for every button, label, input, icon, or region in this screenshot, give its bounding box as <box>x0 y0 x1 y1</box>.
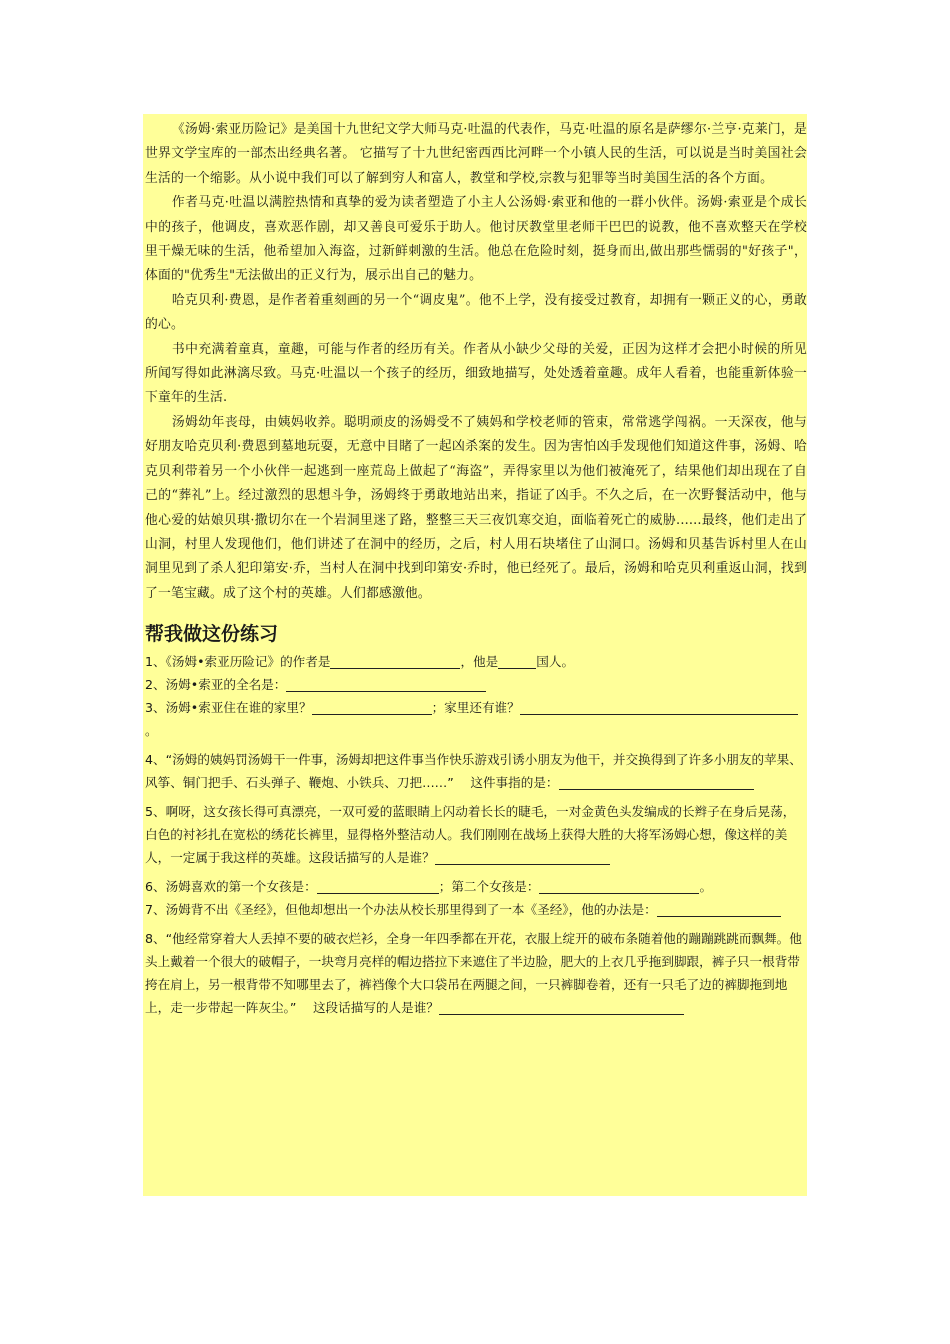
answer-blank-girl-cont[interactable] <box>580 850 610 865</box>
question-2 <box>145 673 807 696</box>
question-4-text: 4、“汤姆的姨妈罚汤姆干一件事，汤姆却把这件事当作快乐游戏引诱小朋友为他干，并交换得到了许多小朋友的苹果、风筝、铜门把手、石头弹子、鞭炮、小铁兵、刀把……” 这件事指的是： <box>145 752 802 791</box>
answer-blank-whose-home[interactable] <box>312 700 432 715</box>
question-6-text-b: ；第二个女孩是： <box>438 879 540 895</box>
question-6-text-c: 。 <box>699 879 713 895</box>
huck-paragraph: 哈克贝利·费恩，是作者着重刻画的另一个“调皮鬼”。他不上学，没有接受过教育，却拥有一颗正义的心，勇敢的心。 <box>145 292 807 333</box>
question-1-text-a: 1、《汤姆•索亚历险记》的作者是 <box>145 654 331 670</box>
answer-blank-family-cont[interactable] <box>768 700 798 715</box>
question-8-text: 8、“他经常穿着大人丢掉不要的破衣烂衫，全身一年四季都在开花，衣服上绽开的破布条随着他的蹦蹦跳跳而飘舞。他头上戴着一个很大的破帽子，一块弯月亮样的帽边搭拉下来遮住了半边脸，肥大的上衣几乎拖到脚跟，裤子只一根背带挎在肩上，另一根背带不知哪里去了，裤裆像个大口袋吊在两腿之间，一只裤脚卷着，还有一只毛了边的裤脚拖到地上，走一步带起一阵灰尘。” 这段话描写的人是谁？ <box>145 931 802 1016</box>
question-1-text-c: 国人。 <box>536 654 575 670</box>
worksheet-page <box>143 114 807 1196</box>
question-6-text-a: 6、汤姆喜欢的第一个女孩是： <box>145 879 317 895</box>
question-3-text-a: 3、汤姆•索亚住在谁的家里？ <box>145 700 312 716</box>
question-7-text: 7、汤姆背不出《圣经》，但他却想出一个办法从校长那里得到了一本《圣经》，他的办法是： <box>145 902 657 918</box>
question-3-text-b: ；家里还有谁？ <box>431 700 520 716</box>
question-8 <box>145 927 807 1019</box>
answer-blank-author[interactable] <box>330 654 460 669</box>
answer-blank-second-girl[interactable] <box>539 879 699 894</box>
question-1-text-b: ，他是 <box>460 654 499 670</box>
question-3 <box>145 696 807 742</box>
answer-blank-girl[interactable] <box>435 850 580 865</box>
answer-blank-first-girl[interactable] <box>317 879 439 894</box>
question-6 <box>145 875 807 898</box>
author-paragraph: 作者马克·吐温以满腔热情和真挚的爱为读者塑造了小主人公汤姆·索亚和他的一群小伙伴。汤姆·索亚是个成长中的孩子，他调皮，喜欢恶作剧，却又善良可爱乐于助人。他讨厌教堂里老师干巴巴的说教，他不喜欢整天在学校里干燥无味的生活，他希望加入海盗，过新鲜刺激的生活。他总在危险时刻，挺身而出,做出那些懦弱的"好孩子"，体面的"优秀生"无法做出的正义行为，展示出自己的魅力。 <box>145 195 807 284</box>
answer-blank-method[interactable] <box>657 902 719 917</box>
childhood-paragraph: 书中充满着童真，童趣，可能与作者的经历有关。作者从小缺少父母的关爱，正因为这样才会把小时候的所见所闻写得如此淋漓尽致。马克·吐温以一个孩子的经历，细致地描写，处处透着童趣。成年人看着，也能重新体验一下童年的生活. <box>145 341 807 406</box>
intro-paragraph: 《汤姆·索亚历险记》是美国十九世纪文学大师马克·吐温的代表作，马克·吐温的原名是萨缪尔·兰亨·克莱门，是世界文学宝库的一部杰出经典名著。 它描写了十九世纪密西西比河畔一个小镇人民的生活，可以说是当时美国社会生活的一个缩影。从小说中我们可以了解到穷人和富人，教堂和学校,宗教与犯罪等当时美国生活的各个方面。 <box>145 122 807 186</box>
question-3-text-c: 。 <box>145 723 158 739</box>
answer-blank-character-cont[interactable] <box>494 1000 684 1015</box>
question-7 <box>145 898 807 921</box>
answer-blank-family[interactable] <box>520 700 768 715</box>
question-5 <box>145 800 807 869</box>
plot-paragraph: 汤姆幼年丧母，由姨妈收养。聪明顽皮的汤姆受不了姨妈和学校老师的管束，常常逃学闯祸。一天深夜，他与好朋友哈克贝利·费恩到墓地玩耍，无意中目睹了一起凶杀案的发生。因为害怕凶手发现他们知道这件事，汤姆、哈克贝利带着另一个小伙伴一起逃到一座荒岛上做起了“海盗”，弄得家里以为他们被淹死了，结果他们却出现在了自己的“葬礼”上。经过激烈的思想斗争，汤姆终于勇敢地站出来，指证了凶手。不久之后，在一次野餐活动中，他与他心爱的姑娘贝琪·撒切尔在一个岩洞里迷了路，整整三天三夜饥寒交迫，面临着死亡的威胁......最终，他们走出了山洞，村里人发现他们，他们讲述了在洞中的经历，之后，村人用石块堵住了山洞口。汤姆和贝基告诉村里人在山洞里见到了杀人犯印第安·乔，当村人在洞中找到印第安·乔时，他已经死了。最后，汤姆和哈克贝利重返山洞，找到了一笔宝藏。成了这个村的英雄。人们都感激他。 <box>145 414 807 601</box>
question-1 <box>145 650 807 673</box>
answer-blank-event[interactable] <box>559 775 649 790</box>
exercise-heading: 帮我做这份练习 <box>145 623 279 646</box>
answer-blank-nationality[interactable] <box>498 654 536 669</box>
answer-blank-full-name[interactable] <box>286 677 486 692</box>
question-5-text: 5、啊呀，这女孩长得可真漂亮，一双可爱的蓝眼睛上闪动着长长的睫毛，一对金黄色头发编成的长辫子在身后晃荡，白色的衬衫扎在宽松的绣花长裤里，显得格外整洁动人。我们刚刚在战场上获得大胜的大将军汤姆心想，像这样的美人，一定属于我这样的英雄。这段话描写的人是谁？ <box>145 804 796 866</box>
answer-blank-event-cont[interactable] <box>649 775 754 790</box>
question-4 <box>145 748 807 794</box>
answer-blank-character[interactable] <box>439 1000 494 1015</box>
answer-blank-method-cont[interactable] <box>719 902 781 917</box>
question-2-text: 2、汤姆•索亚的全名是： <box>145 677 287 693</box>
